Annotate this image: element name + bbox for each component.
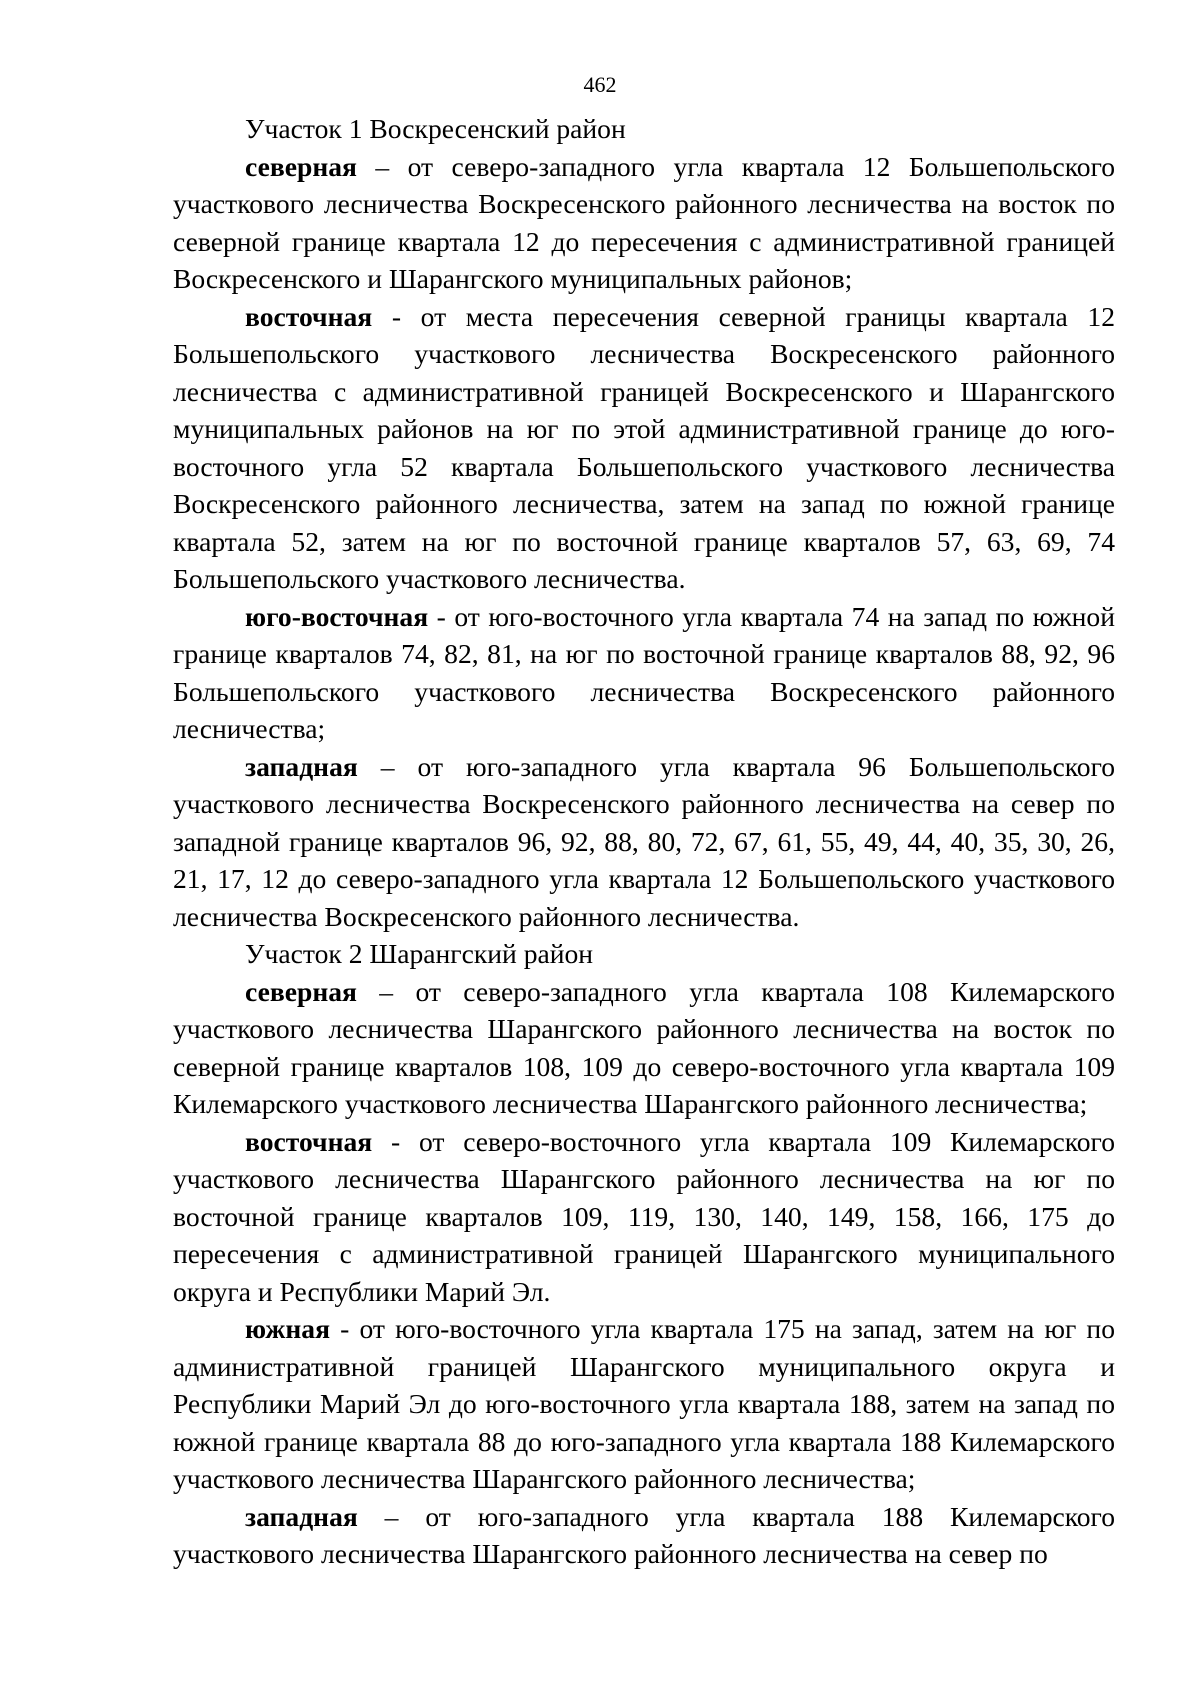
boundary-term: северная — [245, 150, 357, 182]
boundary-description: - от места пересечения северной границы квартала 12 Большепольского участкового лесничества Воскресенского районного лесничества с административной границей Воскресенского и Шарангского муниципальных районов на юг по этой административной границе до юго-восточного угла 52 квартала Большепольского участкового лесничества Воскресенского районного лесничества, затем на запад по южной границе квартала 52, затем на юг по восточной границе кварталов 57, 63, 69, 74 Большепольского участкового лесничества. — [173, 300, 1115, 594]
section-2-west-boundary — [173, 1498, 1115, 1573]
boundary-term: южная — [245, 1313, 331, 1344]
boundary-description: – от северо-западного угла квартала 108 Килемарского участкового лесничества Шарангского районного лесничества на восток по северной границе кварталов 108, 109 до северо-восточного угла квартала 109 Килемарского участкового лесничества Шарангского районного лесничества; — [173, 975, 1115, 1119]
boundary-term: юго-восточная — [245, 600, 429, 632]
boundary-description: - от юго-восточного угла квартала 74 на запад по южной границе кварталов 74, 82, 81, на юг по восточной границе кварталов 88, 92, 96 Большепольского участкового лесничества Воскресенского районного лесничества; — [173, 600, 1115, 744]
section-1-southeast-boundary — [173, 598, 1115, 748]
section-1-heading: Участок 1 Воскресенский район — [245, 113, 626, 144]
section-2-heading: Участок 2 Шарангский район — [245, 938, 594, 969]
boundary-description: – от северо-западного угла квартала 12 Большепольского участкового лесничества Воскресенского районного лесничества на восток по северной границе квартала 12 до пересечения с административной границей Воскресенского и Шарангского муниципальных районов; — [173, 150, 1115, 294]
section-1-north-boundary — [173, 148, 1115, 298]
document-body — [173, 110, 1115, 1573]
boundary-term: западная — [245, 1500, 358, 1532]
boundary-term: западная — [245, 750, 358, 782]
section-2-east-boundary — [173, 1123, 1115, 1311]
section-2-north-boundary — [173, 973, 1115, 1123]
section-2-south-boundary — [173, 1310, 1115, 1498]
section-1-east-boundary — [173, 298, 1115, 598]
boundary-description: – от юго-западного угла квартала 96 Большепольского участкового лесничества Воскресенского районного лесничества на север по западной границе кварталов 96, 92, 88, 80, 72, 67, 61, 55, 49, 44, 40, 35, 30, 26, 21, 17, 12 до северо-западного угла квартала 12 Большепольского участкового лесничества Воскресенского районного лесничества. — [173, 750, 1115, 932]
boundary-description: - от северо-восточного угла квартала 109 Килемарского участкового лесничества Шарангского районного лесничества на юг по восточной границе кварталов 109, 119, 130, 140, 149, 158, 166, 175 до пересечения с административной границей Шарангского муниципального округа и Республики Марий Эл. — [173, 1125, 1115, 1307]
boundary-description: - от юго-восточного угла квартала 175 на запад, затем на юг по административной границей Шарангского муниципального округа и Республики Марий Эл до юго-восточного угла квартала 188, затем на запад по южной границе квартала 88 до юго-западного угла квартала 188 Килемарского участкового лесничества Шарангского районного лесничества; — [173, 1313, 1115, 1494]
boundary-description: – от юго-западного угла квартала 188 Килемарского участкового лесничества Шарангского районного лесничества на север по — [173, 1500, 1115, 1569]
boundary-term: восточная — [245, 1125, 373, 1157]
boundary-term: северная — [245, 975, 357, 1007]
boundary-term: восточная — [245, 300, 373, 332]
section-1-west-boundary — [173, 748, 1115, 936]
page-number: 462 — [583, 72, 617, 97]
